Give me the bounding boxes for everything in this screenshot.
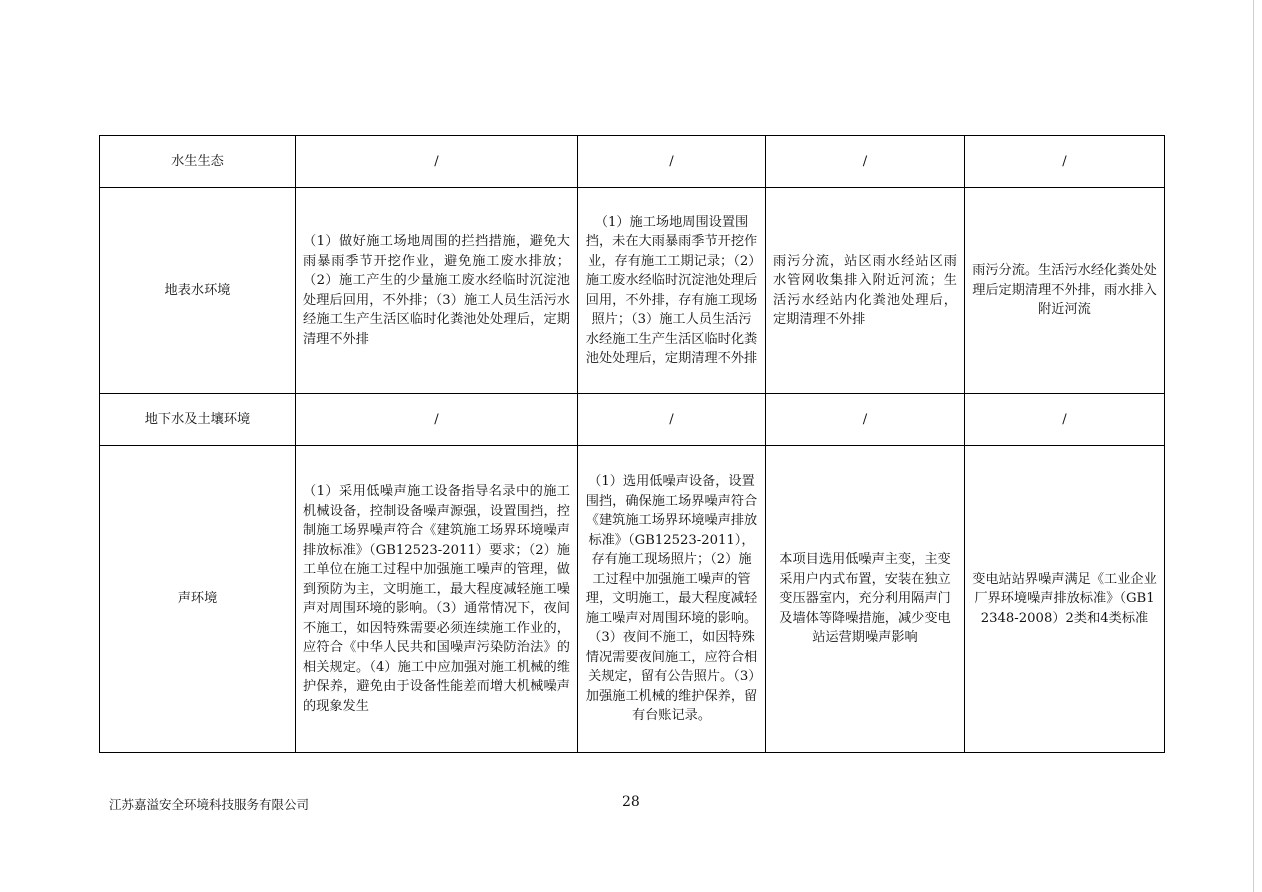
table-cell: （1）施工场地周围设置围挡，未在大雨暴雨季节开挖作业，存有施工工期记录；（2）施工废水经临时沉淀池处理后回用，不外排，存有施工现场照片；（3）施工人员生活污水经施工生产生活区临时化粪池处处理后，定期清理不外排: [578, 188, 766, 394]
page-number: 28: [622, 794, 640, 810]
table-row-groundwater-soil: [100, 394, 1165, 446]
page-edge: [1253, 0, 1254, 892]
table-row-surface-water: [100, 188, 1165, 394]
row-category: 声环境: [100, 446, 296, 753]
table-cell: （1）采用低噪声施工设备指导名录中的施工机械设备，控制设备噪声源强，设置围挡，控制施工场界噪声符合《建筑施工场界环境噪声排放标准》（GB12523-2011）要求；（2）施工单位在施工过程中加强施工噪声的管理，做到预防为主，文明施工，最大程度减轻施工噪声对周围环境的影响。（3）通常情况下，夜间不施工，如因特殊需要必须连续施工作业的，应符合《中华人民共和国噪声污染防治法》的相关规定。（4）施工中应加强对施工机械的维护保养，避免由于设备性能差而增大机械噪声的现象发生: [296, 446, 578, 753]
footer-company-name: 江苏嘉溢安全环境科技服务有限公司: [109, 797, 310, 812]
table-row-acoustic: [100, 446, 1165, 753]
table-cell: 本项目选用低噪声主变，主变采用户内式布置，安装在独立变压器室内，充分利用隔声门及墙体等降噪措施，减少变电站运营期噪声影响: [766, 446, 965, 753]
table-cell: /: [766, 136, 965, 188]
table-cell: /: [766, 394, 965, 446]
row-category: 地表水环境: [100, 188, 296, 394]
table-cell: /: [578, 136, 766, 188]
table-cell: （1）做好施工场地周围的拦挡措施，避免大雨暴雨季节开挖作业，避免施工废水排放；（2）施工产生的少量施工废水经临时沉淀池处理后回用，不外排；（3）施工人员生活污水经施工生产生活区临时化粪池处处理后，定期清理不外排: [296, 188, 578, 394]
table-cell: （1）选用低噪声设备，设置围挡，确保施工场界噪声符合《建筑施工场界环境噪声排放标准》（GB12523-2011），存有施工现场照片；（2）施工过程中加强施工噪声的管理，文明施工，最大程度减轻施工噪声对周围环境的影响。（3）夜间不施工，如因特殊情况需要夜间施工，应符合相关规定，留有公告照片。（3）加强施工机械的维护保养，留有台账记录。: [578, 446, 766, 753]
table-cell: 雨污分流，站区雨水经站区雨水管网收集排入附近河流；生活污水经站内化粪池处理后，定期清理不外排: [766, 188, 965, 394]
table-cell: /: [578, 394, 766, 446]
table-cell: 雨污分流。生活污水经化粪处处理后定期清理不外排，雨水排入附近河流: [965, 188, 1165, 394]
table-cell: /: [296, 394, 578, 446]
table-row-aquatic-ecology: [100, 136, 1165, 188]
table-cell: /: [965, 394, 1165, 446]
row-category: 水生生态: [100, 136, 296, 188]
table-cell: /: [296, 136, 578, 188]
row-category: 地下水及土壤环境: [100, 394, 296, 446]
table-cell: /: [965, 136, 1165, 188]
environmental-measures-table: [99, 135, 1165, 753]
table-cell: 变电站站界噪声满足《工业企业厂界环境噪声排放标准》（GB12348-2008）2类和4类标准: [965, 446, 1165, 753]
